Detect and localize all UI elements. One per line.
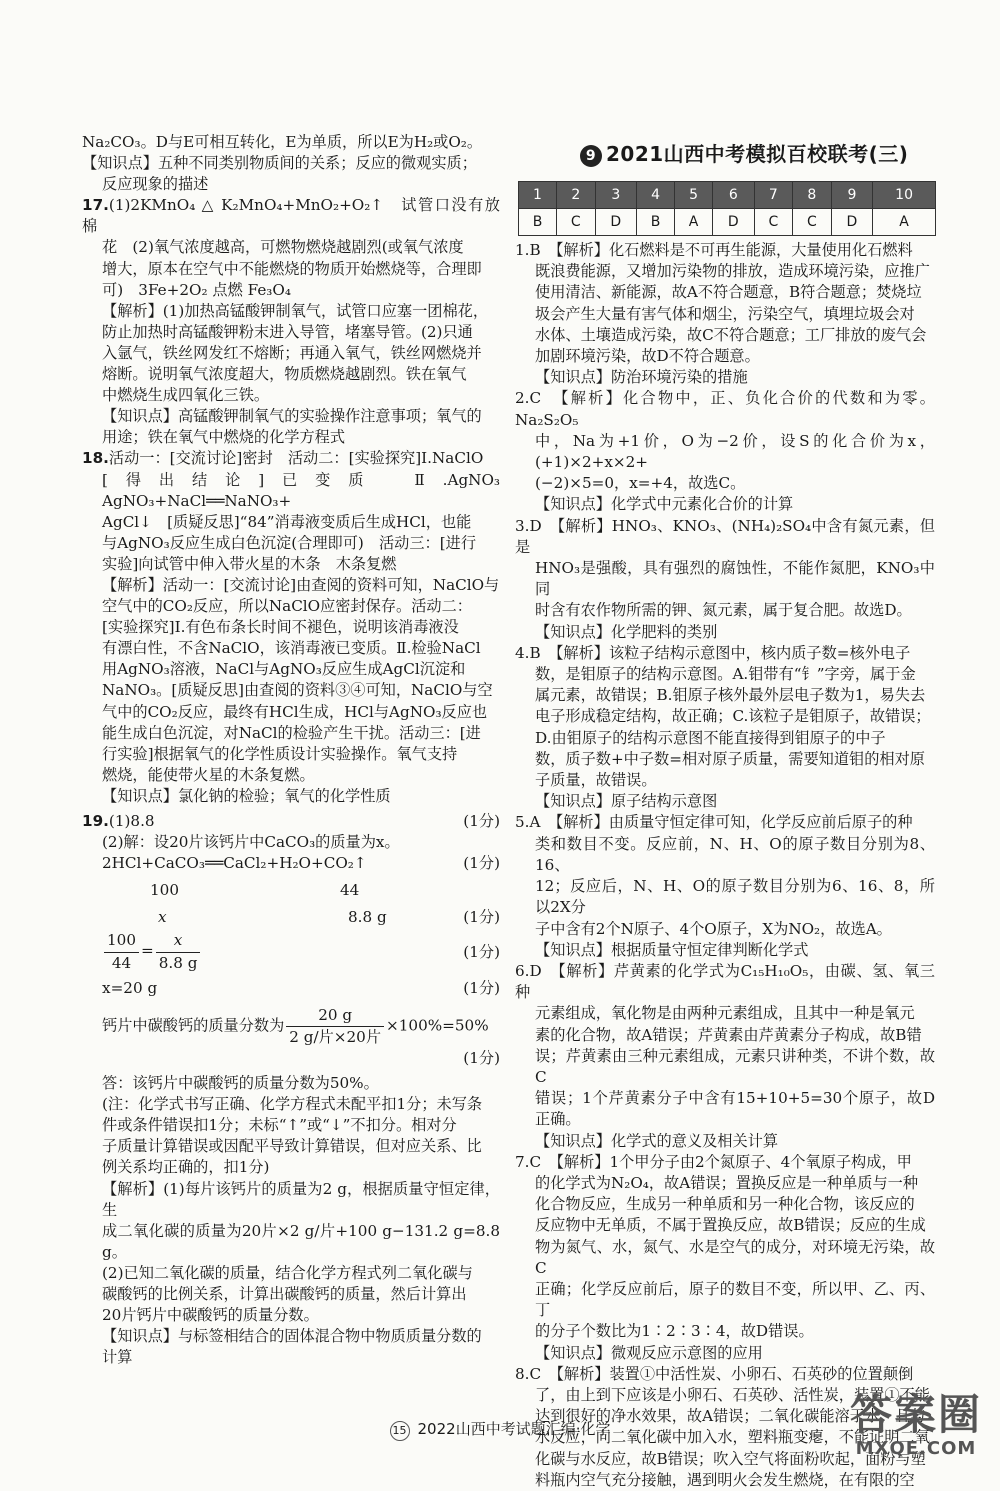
- footer-text: 2022山西中考试题汇编·化学: [417, 1420, 611, 1438]
- table-cell: B: [637, 209, 675, 236]
- fraction-numerator: x: [156, 930, 201, 952]
- calc-text: 钙片中碳酸钙的质量分数为: [102, 1016, 285, 1035]
- text-line: 【知识点】原子结构示意图: [535, 792, 718, 811]
- text-line: 增大，原本在空气中不能燃烧的物质开始燃烧等，合理即: [102, 259, 482, 278]
- text-line: 例关系均正确的，扣1分): [102, 1158, 270, 1177]
- text-line: [得出结论]已变质 Ⅱ.AgNO₃ AgNO₃+NaCl══NaNO₃+: [102, 470, 516, 510]
- text-line: 【知识点】高锰酸钾制氧气的实验操作注意事项；氧气的: [102, 407, 482, 426]
- score-label: (1分): [463, 978, 500, 997]
- text-line: 3.D 【解析】HNO₃、KNO₃、(NH₄)₂SO₄中含有氮元素，但是: [515, 516, 935, 556]
- text-line: 【知识点】微观反应示意图的应用: [535, 1343, 763, 1362]
- text-line: 的分子个数比为1∶2∶3∶4，故D错误。: [535, 1322, 814, 1341]
- text-line: 【解析】(1)加热高锰酸钾制氧气，试管口应塞一团棉花，: [102, 301, 489, 320]
- table-header-cell: 5: [675, 182, 713, 209]
- text-line: 【知识点】与标签相结合的固体混合物中物质质量分数的: [102, 1327, 482, 1346]
- calc-text: 44: [340, 881, 360, 900]
- table-header-cell: 9: [831, 182, 873, 209]
- text-line: 能生成白色沉淀，对NaCl的检验产生干扰。活动三：[进: [102, 723, 481, 742]
- text-line: (注：化学式书写正确、化学方程式未配平扣1分；未写条: [102, 1095, 483, 1114]
- text-line: 4.B 【解析】该粒子结构示意图中，核内质子数=核外电子: [515, 643, 911, 662]
- text-line: 用AgNO₃溶液，NaCl与AgNO₃反应生成AgCl沉淀和: [102, 660, 466, 679]
- text-line: 气中的CO₂反应，最终有HCl生成，HCl与AgNO₃反应也: [102, 702, 488, 721]
- equation: 2HCl+CaCO₃══CaCl₂+H₂O+CO₂↑: [102, 854, 367, 873]
- text-line: 用途；铁在氧气中燃烧的化学方程式: [102, 428, 345, 447]
- fraction-denominator: 44: [111, 953, 132, 972]
- text-line: 防止加热时高锰酸钾粉末进入导管，堵塞导管。(2)只通: [102, 322, 473, 341]
- text-line: 达到很好的净水效果，故A错误；二氧化碳能溶于水，且与: [535, 1407, 926, 1426]
- calc-row: [82, 880, 500, 901]
- text-line: 时含有农作物所需的钾、氮元素，属于复合肥。故选D。: [535, 601, 912, 620]
- text-line: 数，质子数+中子数=相对原子质量，需要知道钼的相对原: [535, 749, 925, 768]
- text-line: (1)2KMnO₄ △ K₂MnO₄+MnO₂+O₂↑ 试管口没有放棉: [82, 196, 500, 236]
- text-line: 化合物反应，生成另一种单质和另一种化合物，该反应的: [535, 1195, 915, 1214]
- text-line: 燃烧，能使带火星的木条复燃。: [102, 765, 315, 784]
- text-line: 中，Na为+1价，O为−2价，设S的化合价为x，(+1)×2+x×2+: [535, 431, 935, 472]
- calc-text: 8.8 g: [348, 908, 387, 927]
- text-line: 【知识点】氯化钠的检验；氧气的化学性质: [102, 786, 391, 805]
- answer-table-row: [519, 209, 936, 236]
- text-line: 物为氮气、水，氮气、水是空气的成分，对环境无污染，故C: [535, 1237, 935, 1277]
- score-label: (1分): [463, 1048, 500, 1067]
- text-line: 活动一：[交流讨论]密封 活动二：[实验探究]Ⅰ.NaClO: [108, 449, 484, 468]
- text-line: 【知识点】根据质量守恒定律判断化学式: [535, 940, 809, 959]
- watermark-text: 答案圈: [849, 1390, 982, 1439]
- text-line: 与AgNO₃反应生成白色沉淀(合理即可) 活动三：[进行: [102, 533, 477, 552]
- text-line: 子中含有2个N原子、4个O原子，X为NO₂，故选A。: [535, 919, 892, 938]
- calc-row: [82, 1005, 500, 1048]
- text-line: 错误；1个芹黄素分子中含有15+10+5=30个原子，故D正确。: [535, 1089, 935, 1129]
- table-header-cell: 4: [637, 182, 675, 209]
- table-cell: C: [754, 209, 793, 236]
- text-line: 行实验]根据氧气的化学性质设计实验操作。氧气支持: [102, 744, 458, 763]
- section-title: [580, 138, 908, 167]
- table-cell: D: [831, 209, 873, 236]
- text-line: 料瓶内空气充分接触，遇到明火会发生燃烧，在有限的空: [535, 1470, 915, 1489]
- text-line: 属元素，故错误；B.钼原子核外最外层电子数为1，易失去: [535, 686, 926, 705]
- text-line: HNO₃是强酸，具有强烈的腐蚀性，不能作氮肥，KNO₃中同: [535, 559, 935, 599]
- text-line: 反应物中无单质，不属于置换反应，故B错误；反应的生成: [535, 1216, 926, 1235]
- text-line: 子质量计算错误或因配平导致计算错误，但对应关系、比: [102, 1137, 482, 1156]
- calc-text: (2)解：设20片该钙片中CaCO₃的质量为x。: [102, 833, 400, 852]
- calc-row: [82, 853, 500, 874]
- text-line: 计算: [102, 1348, 133, 1367]
- calc-text: ×100%=50%: [386, 1016, 489, 1035]
- text-line: 2.C 【解析】化合物中，正、负化合价的代数和为零。Na₂S₂O₅: [515, 389, 935, 429]
- score-label: (1分): [463, 908, 500, 927]
- text-line: 熔断。说明氧气浓度超大，物质燃烧越剧烈。铁在氧气: [102, 365, 467, 384]
- fraction: [156, 930, 201, 973]
- score-label: (1分): [463, 812, 500, 830]
- text-line: 【知识点】防治环境污染的措施: [535, 368, 748, 387]
- text-line: 类和数目不变。反应前，N、H、O的原子数目分别为8、16、: [535, 834, 935, 874]
- table-cell: A: [873, 209, 936, 236]
- table-cell: B: [519, 209, 557, 236]
- table-cell: C: [557, 209, 596, 236]
- section-number-badge: 9: [580, 145, 602, 167]
- text-line: 6.D 【解析】芹黄素的化学式为C₁₅H₁₀O₅，由碳、氢、氧三种: [515, 961, 935, 1002]
- text-line: 元素组成，氧化物是由两种元素组成，且其中一种是氧元: [535, 1004, 915, 1023]
- table-header-cell: 1: [519, 182, 557, 209]
- text-line: D.由钼原子的结构示意图不能直接得到钼原子的中子: [535, 728, 886, 747]
- text-line: 反应现象的描述: [102, 175, 209, 194]
- answer-table-header-row: [519, 182, 936, 209]
- text-line: 可) 3Fe+2O₂ 点燃 Fe₃O₄: [102, 280, 291, 299]
- text-line: 中燃烧生成四氧化三铁。: [102, 386, 270, 405]
- calc-text: x=20 g: [102, 978, 158, 997]
- text-line: 花 (2)氧气浓度越高，可燃物燃烧越剧烈(或氧气浓度: [102, 238, 464, 257]
- calc-text: (1)8.8: [108, 812, 155, 830]
- text-line: 了，由上到下应该是小卵石、石英砂、活性炭，装置①不能: [535, 1385, 930, 1404]
- text-line: 的化学式为N₂O₄，故A错误；置换反应是一种单质与一种: [535, 1173, 919, 1192]
- calc-row: [82, 811, 500, 832]
- text-line: Na₂CO₃。D与E可相互转化，E为单质，所以E为H₂或O₂。: [82, 133, 483, 151]
- right-column: [515, 240, 935, 1491]
- text-line: 空气中的CO₂反应，所以NaClO应密封保存。活动二：: [102, 597, 472, 616]
- text-line: AgCl↓ [质疑反思]“84”消毒液变质后生成HCl，也能: [102, 512, 472, 531]
- text-line: 20片钙片中碳酸钙的质量分数。: [102, 1306, 319, 1325]
- calc-text: 100: [150, 881, 179, 900]
- table-cell: D: [713, 209, 755, 236]
- text-line: [实验探究]Ⅰ.有色布条长时间不褪色，说明该消毒液没: [102, 618, 459, 637]
- left-column: [82, 132, 516, 1368]
- text-line: 【知识点】五种不同类别物质间的关系；反应的微观实质；: [82, 154, 477, 173]
- question-number: 19.: [82, 812, 109, 830]
- text-line: 件或条件错误扣1分；未标“↑”或“↓”不扣分。相对分: [102, 1116, 457, 1135]
- fraction-numerator: 100: [104, 930, 139, 952]
- text-line: 数，是钼原子的结构示意图。A.钼带有“钅”字旁，属于金: [535, 665, 916, 684]
- table-header-cell: 7: [754, 182, 793, 209]
- text-line: 电子形成稳定结构，故正确；C.该粒子是钼原子，故错误；: [535, 707, 931, 726]
- calc-row: [82, 907, 500, 928]
- fraction: [104, 930, 139, 973]
- text-line: NaNO₃。[质疑反思]由查阅的资料③④可知，NaClO与空: [102, 681, 493, 700]
- text-line: 素的化合物，故A错误；芹黄素由芹黄素分子构成，故B错: [535, 1025, 922, 1044]
- text-line: 正确；化学反应前后，原子的数目不变，所以甲、乙、丙、丁: [535, 1279, 935, 1320]
- table-cell: D: [595, 209, 637, 236]
- table-header-cell: 8: [793, 182, 832, 209]
- answer-table: [518, 181, 936, 236]
- text-line: 入氩气，铁丝网发红不熔断；再通入氧气，铁丝网燃烧并: [102, 343, 482, 362]
- question-number: 17.: [82, 196, 109, 215]
- text-line: 实验]向试管中伸入带火星的木条 木条复燃: [102, 554, 397, 573]
- text-line: 7.C 【解析】1个甲分子由2个氮原子、4个氧原子构成，甲: [515, 1152, 912, 1171]
- table-header-cell: 3: [595, 182, 637, 209]
- calc-text: =: [141, 942, 154, 961]
- text-line: 答：该钙片中碳酸钙的质量分数为50%。: [102, 1074, 379, 1093]
- text-line: 【知识点】化学肥料的类别: [535, 622, 718, 641]
- fraction: [286, 1005, 384, 1048]
- text-line: 有漂白性，不含NaClO，该消毒液已变质。Ⅱ.检验NaCl: [102, 639, 481, 658]
- text-line: 加剧环境污染，故D不符合题意。: [535, 347, 760, 366]
- text-line: 使用清洁、新能源，故A不符合题意，B符合题意；焚烧垃: [535, 283, 922, 302]
- text-line: 8.C 【解析】装置①中活性炭、小卵石、石英砂的位置颠倒: [515, 1364, 914, 1383]
- text-line: 12；反应后，N、H、O的原子数目分别为6、16、8，所以2X分: [535, 877, 935, 917]
- table-header-cell: 10: [873, 182, 936, 209]
- fraction-numerator: 20 g: [286, 1005, 384, 1027]
- calc-row: [82, 1048, 500, 1069]
- text-line: 1.B 【解析】化石燃料是不可再生能源，大量使用化石燃料: [515, 241, 913, 259]
- text-line: 【知识点】化学式的意义及相关计算: [535, 1131, 778, 1150]
- text-line: 水反应，向二氧化碳中加入水，塑料瓶变瘪，不能证明二氧: [535, 1428, 930, 1447]
- fraction-denominator: 8.8 g: [158, 953, 198, 972]
- table-cell: C: [793, 209, 832, 236]
- score-label: (1分): [463, 854, 500, 873]
- text-line: 【解析】(1)每片该钙片的质量为2 g，根据质量守恒定律，生: [102, 1179, 500, 1219]
- text-line: 成二氧化碳的质量为20片×2 g/片+100 g−131.2 g=8.8 g。: [102, 1221, 500, 1261]
- calc-row: [82, 978, 500, 999]
- table-header-cell: 6: [713, 182, 755, 209]
- text-line: 既浪费能源，又增加污染物的排放，造成环境污染，应推广: [535, 262, 930, 281]
- watermark-url: MXQE.COM: [855, 1438, 977, 1459]
- text-line: 【知识点】化学式中元素化合价的计算: [535, 495, 794, 514]
- text-line: (2)已知二氧化碳的质量，结合化学方程式列二氧化碳与: [102, 1263, 473, 1282]
- section-title-text: 2021山西中考模拟百校联考(三): [606, 142, 909, 166]
- fraction-denominator: 2 g/片×20片: [289, 1027, 382, 1046]
- text-line: 【解析】活动一：[交流讨论]由查阅的资料可知，NaClO与: [102, 575, 500, 594]
- calc-text: x: [158, 908, 167, 927]
- score-label: (1分): [463, 942, 500, 961]
- text-line: 子质量，故错误。: [535, 771, 657, 790]
- text-line: 碳酸钙的比例关系，计算出碳酸钙的质量，然后计算出: [102, 1284, 467, 1303]
- text-line: 圾会产生大量有害气体和烟尘，污染空气，填埋垃圾会对: [535, 304, 915, 323]
- table-cell: A: [675, 209, 713, 236]
- text-line: 5.A 【解析】由质量守恒定律可知，化学反应前后原子的种: [515, 813, 913, 832]
- text-line: 水体、土壤造成污染，故C不符合题意；工厂排放的废气会: [535, 325, 927, 344]
- question-number: 18.: [82, 449, 109, 468]
- text-line: 化碳与水反应，故B错误；吹入空气将面粉吹起，面粉与塑: [535, 1449, 926, 1468]
- text-line: 误；芹黄素由三种元素组成，元素只讲种类，不讲个数，故C: [535, 1046, 935, 1086]
- page-number: 15: [390, 1421, 410, 1441]
- watermark-logo: [850, 1392, 982, 1459]
- text-line: (−2)×5=0，x=+4，故选C。: [535, 474, 746, 493]
- calc-row: [82, 930, 500, 973]
- table-header-cell: 2: [557, 182, 596, 209]
